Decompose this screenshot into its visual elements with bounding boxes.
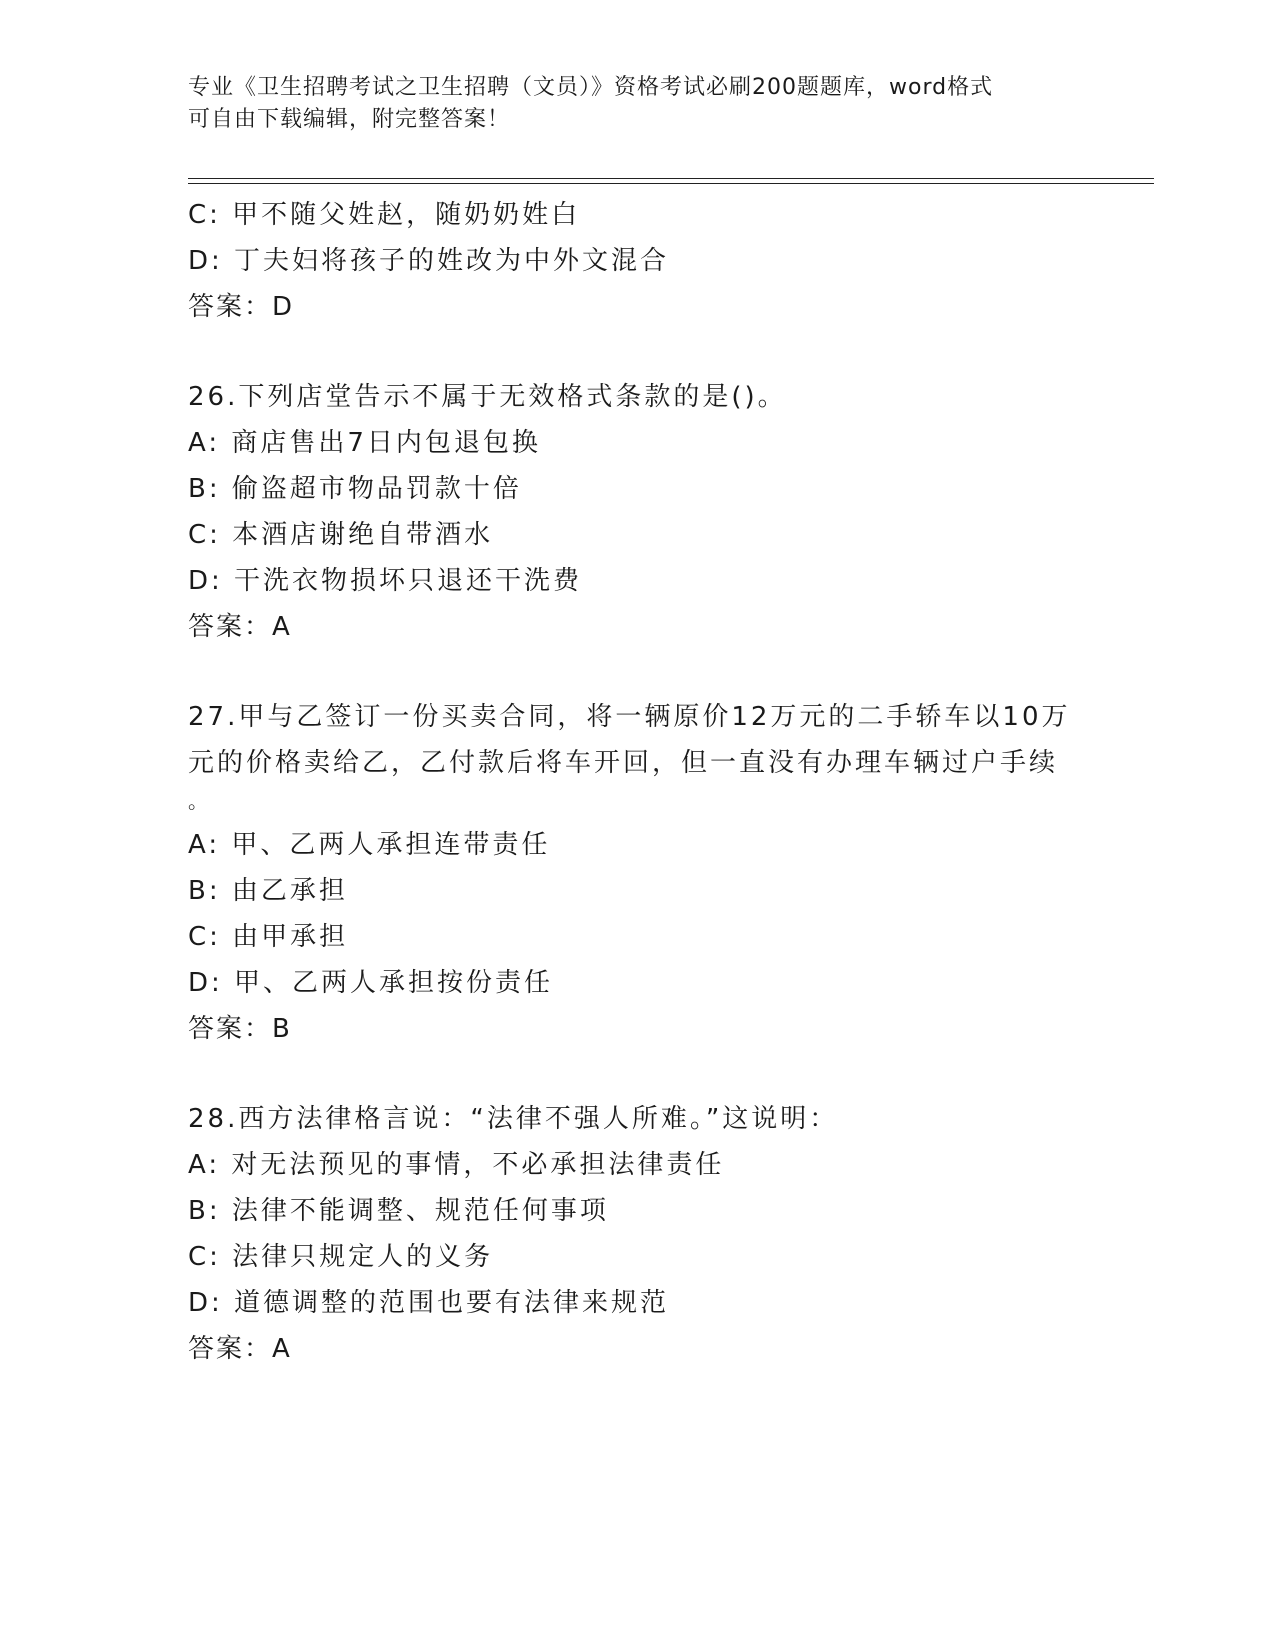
document-header xyxy=(188,72,1088,136)
question-stem: 元的价格卖给乙，乙付款后将车开回，但一直没有办理车辆过户手续 xyxy=(188,748,1059,778)
answer: 答案：B xyxy=(188,1014,292,1044)
option-d: D: 甲、乙两人承担按份责任 xyxy=(188,968,554,998)
question-25-continued xyxy=(188,192,1088,330)
option-a: A: 对无法预见的事情，不必承担法律责任 xyxy=(188,1150,725,1180)
header-line-1: 专业《卫生招聘考试之卫生招聘（文员）》资格考试必刷200题题库，word格式 xyxy=(188,75,994,100)
spacer xyxy=(188,330,1088,374)
option-d: D: 丁夫妇将孩子的姓改为中外文混合 xyxy=(188,246,670,276)
option-b: B: 法律不能调整、规范任何事项 xyxy=(188,1196,609,1226)
question-26 xyxy=(188,374,1088,650)
option-c: C: 甲不随父姓赵，随奶奶姓白 xyxy=(188,200,581,230)
question-stem: 。 xyxy=(188,789,211,813)
question-28 xyxy=(188,1096,1088,1372)
header-line-2: 可自由下载编辑，附完整答案！ xyxy=(188,107,511,132)
option-c: C: 由甲承担 xyxy=(188,922,349,952)
option-d: D: 干洗衣物损坏只退还干洗费 xyxy=(188,566,583,596)
question-27 xyxy=(188,694,1088,1052)
answer: 答案：A xyxy=(188,1334,292,1364)
answer: 答案：A xyxy=(188,612,292,642)
option-b: B: 偷盗超市物品罚款十倍 xyxy=(188,474,522,504)
header-divider-bottom xyxy=(188,183,1154,184)
document-body xyxy=(188,192,1088,1372)
spacer xyxy=(188,1052,1088,1096)
option-a: A: 商店售出7日内包退包换 xyxy=(188,428,541,458)
header-divider-top xyxy=(188,178,1154,179)
option-d: D: 道德调整的范围也要有法律来规范 xyxy=(188,1288,670,1318)
spacer xyxy=(188,650,1088,694)
option-b: B: 由乙承担 xyxy=(188,876,348,906)
option-a: A: 甲、乙两人承担连带责任 xyxy=(188,830,551,860)
answer: 答案：D xyxy=(188,292,295,322)
option-c: C: 本酒店谢绝自带酒水 xyxy=(188,520,494,550)
question-stem: 28.西方法律格言说：“法律不强人所难。”这说明： xyxy=(188,1104,839,1134)
question-stem: 27.甲与乙签订一份买卖合同，将一辆原价12万元的二手轿车以10万 xyxy=(188,702,1071,732)
option-c: C: 法律只规定人的义务 xyxy=(188,1242,494,1272)
question-stem: 26.下列店堂告示不属于无效格式条款的是()。 xyxy=(188,382,787,412)
